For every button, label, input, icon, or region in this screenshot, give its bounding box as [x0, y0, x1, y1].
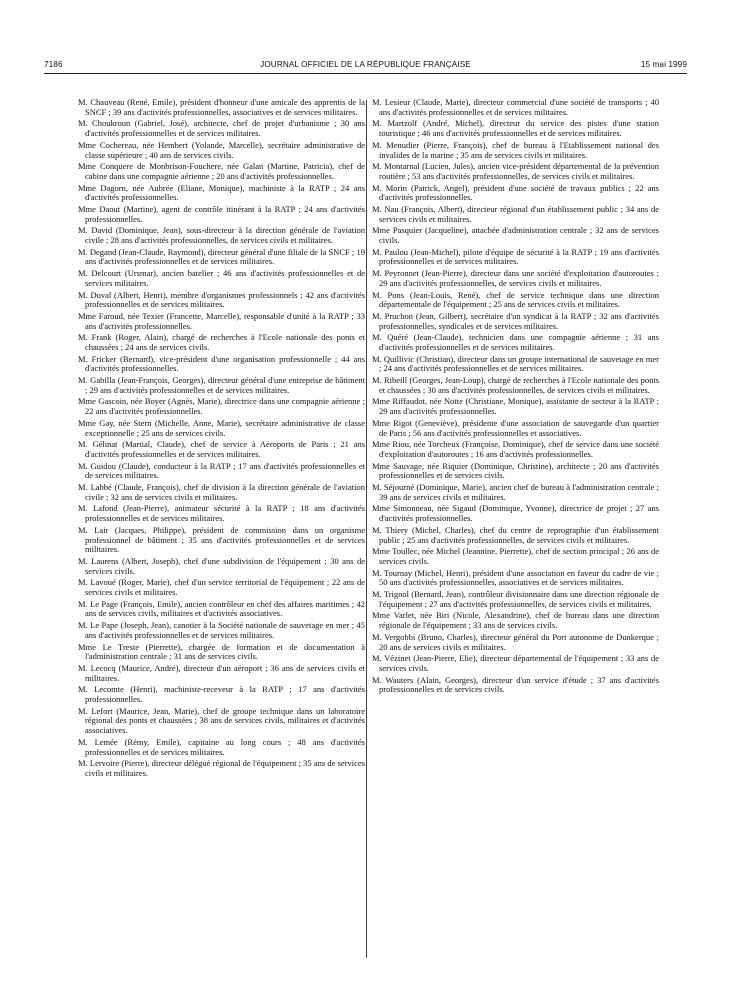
- nomination-entry: M. Pons (Jean-Louis, René), chef de service technique dans une direction départementale de l'équipement ; 25 ans de services civils et militaires.: [372, 289, 659, 310]
- nomination-entry: M. Menudier (Pierre, François), chef de bureau à l'Etablissement national des invalides de la marine ; 35 ans de services civils et militaires.: [372, 139, 659, 160]
- issue-date: 15 mai 1999: [640, 60, 687, 69]
- nomination-entry: M. Vézinet (Jean-Pierre, Elie), directeur départemental de l'équipement ; 33 ans de services civils.: [372, 653, 659, 673]
- nomination-entry: M. Vergobbi (Bruno, Charles), directeur général du Port autonome de Dunkerque ; 20 ans de services civils et militaires.: [372, 631, 659, 652]
- nomination-entry: M. Trignol (Bernard, Jean), contrôleur divisionnaire dans une direction régionale de l'équipement ; 27 ans d'activités professionnelles, de services civils et militaires.: [372, 588, 659, 609]
- page-number: 7186: [44, 60, 63, 69]
- left-column: [78, 98, 365, 781]
- nomination-entry: M. Nau (François, Albert), directeur régional d'un établissement public ; 34 ans de services civils et militaires.: [372, 203, 659, 224]
- nomination-entry: M. Choukroun (Gabriel, José), architecte, chef de projet d'urbanisme ; 30 ans d'activités professionnelles et de services militaires.: [78, 118, 365, 139]
- nomination-entry: Mme Simonneau, née Sigaud (Dominique, Yvonne), directrice de projet ; 27 ans d'activités professionnelles.: [372, 503, 659, 524]
- nomination-entry: Mme Daout (Martine), agent de contrôle itinérant à la RATP ; 24 ans d'activités professionnelles.: [78, 203, 365, 224]
- nomination-entry: M. Lecomte (Henri), machiniste-receveur à la RATP ; 17 ans d'activités professionnelles.: [78, 684, 365, 705]
- nomination-entry: M. Pruchon (Jean, Gilbert), secrétaire d'un syndicat à la RATP ; 32 ans d'activités professionnelles, syndicales et de services militaires.: [372, 310, 659, 331]
- nomination-entry: M. Le Pape (Joseph, Jean), canotier à la Société nationale de sauvetage en mer ; 45 ans d'activités professionnelles et de services militaires.: [78, 620, 365, 640]
- nomination-entry: M. Frank (Roger, Alain), chargé de recherches à l'Ecole nationale des ponts et chaussées ; 24 ans de services civils.: [78, 332, 365, 353]
- nomination-entry: M. Lefort (Maurice, Jean, Marie), chef de groupe technique dans un laboratoire régional des ponts et chaussées ; 38 ans de services civils, militaires et d'activités associatives.: [78, 705, 365, 736]
- nomination-entry: M. Martzolf (André, Michel), directeur du service des pistes d'une station touristique ; 46 ans d'activités professionnelles et de services militaires.: [372, 118, 659, 139]
- nomination-entry: M. Ribeill (Georges, Jean-Loup), chargé de recherches à l'Ecole nationale des ponts et chaussées ; 30 ans d'activités professionnelles, de services civils et militaires.: [372, 375, 659, 395]
- nomination-entry: Mme Rigot (Geneviève), présidente d'une association de sauvegarde d'un quartier de Paris ; 56 ans d'activités professionnelles et associatives.: [372, 417, 659, 438]
- nomination-entry: M. Degand (Jean-Claude, Raymond), directeur général d'une filiale de la SNCF ; 19 ans d'activités professionnelles et de services militaires.: [78, 246, 365, 267]
- column-divider: [366, 100, 367, 958]
- nomination-entry: M. Séjourné (Dominique, Marie), ancien chef de bureau à l'administration centrale ; 39 ans de services civils et militaires.: [372, 482, 659, 502]
- nomination-entry: M. Lesieur (Claude, Marie), directeur commercial d'une société de transports ; 40 ans d'activités professionnelles et de services militaires.: [372, 97, 659, 117]
- nomination-entry: M. Gélinat (Martial, Claude), chef de service à Aéroports de Paris ; 21 ans d'activités professionnelles et de services militaires.: [78, 439, 365, 459]
- nomination-entry: M. Paulou (Jean-Michel), pilote d'équipe de sécurité à la RATP ; 19 ans d'activités professionnelles et de services militaires.: [372, 246, 659, 267]
- nomination-entry: M. Quillivic (Christian), directeur dans un groupe international de sauvetage en mer ; 24 ans d'activités professionnelles et de services militaires.: [372, 353, 659, 374]
- nomination-entry: M. Laurens (Albert, Joseph), chef d'une subdivision de l'équipement ; 30 ans de services civils.: [78, 555, 365, 576]
- nomination-entry: Mme Conquere de Monbrison-Fouchere, née Galan (Martine, Patricia), chef de cabine dans une compagnie aérienne ; 20 ans d'activités professionnelles.: [78, 161, 365, 181]
- nomination-entry: M. Lair (Jacques, Philippe), président de commission dans un organisme professionnel de bâtiment ; 35 ans d'activités professionnelles et de services militaires.: [78, 524, 365, 555]
- nomination-entry: Mme Cochereau, née Hembert (Yolande, Marcelle), secrétaire administrative de classe supérieure ; 40 ans de services civils.: [78, 139, 365, 160]
- nomination-entry: M. Lafond (Jean-Pierre), animateur sécurité à la RATP ; 18 ans d'activités professionnelles et de services militaires.: [78, 503, 365, 524]
- nomination-entry: M. Duval (Albert, Henri), membre d'organismes professionnels ; 42 ans d'activités professionnelles et de services militaires.: [78, 289, 365, 310]
- nomination-entry: M. Le Page (François, Emile), ancien contrôleur en chef des affaires maritimes ; 42 ans de services civils, militaires et d'activités associatives.: [78, 598, 365, 619]
- nomination-entry: Mme Riou, née Torcheux (Françoise, Dominique), chef de service dans une société d'exploitation d'autoroutes ; 16 ans d'activités professionnelles.: [372, 439, 659, 459]
- nomination-entry: Mme Gay, née Stern (Michelle, Anne, Marie), secrétaire administrative de classe exceptionnelle ; 25 ans de services civils.: [78, 417, 365, 438]
- nomination-entry: M. David (Dominique, Jean), sous-directeur à la direction générale de l'aviation civile ; 28 ans d'activités professionnelles, de services civils et militaires.: [78, 225, 365, 246]
- nomination-entry: M. Wauters (Alain, Georges), directeur d'un service d'étude ; 37 ans d'activités professionnelles et de services civils.: [372, 674, 659, 695]
- nomination-entry: Mme Pasquier (Jacqueline), attachée d'administration centrale ; 32 ans de services civils.: [372, 225, 659, 246]
- nomination-entry: Mme Toullec, née Michel (Jeannine, Pierrette), chef de section principal ; 26 ans de services civils.: [372, 546, 659, 566]
- nomination-entry: M. Chauveau (René, Emile), président d'honneur d'une amicale des apprentis de la SNCF ; 39 ans d'activités professionnelles, associatives et de services militaires.: [78, 97, 365, 117]
- nomination-entry: M. Peyronnet (Jean-Pierre), directeur dans une société d'exploitation d'autoroutes ; 29 ans d'activités professionnelles, de services civils et militaires.: [372, 268, 659, 288]
- page-header: [44, 60, 687, 72]
- nomination-entry: Mme Gascoin, née Boyer (Agnès, Marie), directrice dans une compagnie aérienne ; 22 ans d'activités professionnelles.: [78, 396, 365, 417]
- nomination-entry: Mme Varlet, née Biri (Nicole, Alexandrine), chef de bureau dans une direction régionale de l'équipement ; 33 ans de services civils.: [372, 610, 659, 631]
- nomination-entry: M. Thiery (Michel, Charles), chef du centre de reprographie d'un établissement public ; 25 ans d'activités professionnelles, de services civils et militaires.: [372, 524, 659, 545]
- nomination-entry: M. Morin (Patrick, Angel), président d'une société de travaux publics ; 22 ans d'activités professionnelles.: [372, 182, 659, 203]
- header-rule: [44, 73, 687, 74]
- nomination-entry: M. Guidou (Claude), conducteur à la RATP ; 17 ans d'activités professionnelles et de services militaires.: [78, 460, 365, 481]
- right-column: [372, 98, 659, 697]
- nomination-entry: M. Lavoué (Roger, Marie), chef d'un service territorial de l'équipement ; 22 ans de services civils et militaires.: [78, 577, 365, 598]
- nomination-entry: M. Fricker (Bernard), vice-président d'une organisation professionnelle ; 44 ans d'activités professionnelles.: [78, 353, 365, 374]
- nomination-entry: Mme Dagorn, née Aubrée (Eliane, Monique), machiniste à la RATP ; 24 ans d'activités professionnelles.: [78, 182, 365, 203]
- nomination-entry: M. Lemée (Rémy, Emile), capitaine au long cours ; 48 ans d'activités professionnelles et de services militaires.: [78, 736, 365, 757]
- journal-title: JOURNAL OFFICIEL DE LA RÉPUBLIQUE FRANÇAISE: [260, 60, 471, 69]
- nomination-entry: M. Lervoire (Pierre), directeur délégué régional de l'équipement ; 35 ans de services civils et militaires.: [78, 758, 365, 778]
- nomination-entry: M. Labbé (Claude, François), chef de division à la direction générale de l'aviation civile ; 32 ans de services civils et militaires.: [78, 482, 365, 502]
- nomination-entry: M. Lecocq (Maurice, André), directeur d'un aéroport ; 36 ans de services civils et militaires.: [78, 662, 365, 683]
- nomination-entry: Mme Riffaudot, née Notte (Christiane, Monique), assistante de secteur à la RATP ; 29 ans d'activités professionnelles.: [372, 396, 659, 417]
- nomination-entry: M. Montarnal (Lucien, Jules), ancien vice-président départemental de la prévention routière ; 53 ans d'activités professionnelles, de services civils et militaires.: [372, 161, 659, 181]
- nomination-entry: Mme Faroud, née Texier (Francette, Marcelle), responsable d'unité à la RATP ; 33 ans d'activités professionnelles.: [78, 310, 365, 331]
- nomination-entry: Mme Le Treste (Pierrette), chargée de formation et de documentation à l'administration centrale ; 31 ans de services civils.: [78, 641, 365, 662]
- nomination-entry: M. Delcourt (Ursmar), ancien batelier ; 46 ans d'activités professionnelles et de services militaires.: [78, 268, 365, 288]
- nomination-entry: M. Quéré (Jean-Claude), technicien dans une compagnie aérienne ; 31 ans d'activités professionnelles et de services militaires.: [372, 332, 659, 353]
- nomination-entry: Mme Sauvage, née Riquier (Dominique, Christine), architecte ; 20 ans d'activités professionnelles et de services civils.: [372, 460, 659, 481]
- nomination-entry: M. Gabilla (Jean-François, Georges), directeur général d'une entreprise de bâtiment ; 29 ans d'activités professionnelles et de services militaires.: [78, 375, 365, 395]
- nomination-entry: M. Tournay (Michel, Henri), président d'une association en faveur du cadre de vie ; 50 ans d'activités professionnelles, associatives et de services militaires.: [372, 567, 659, 588]
